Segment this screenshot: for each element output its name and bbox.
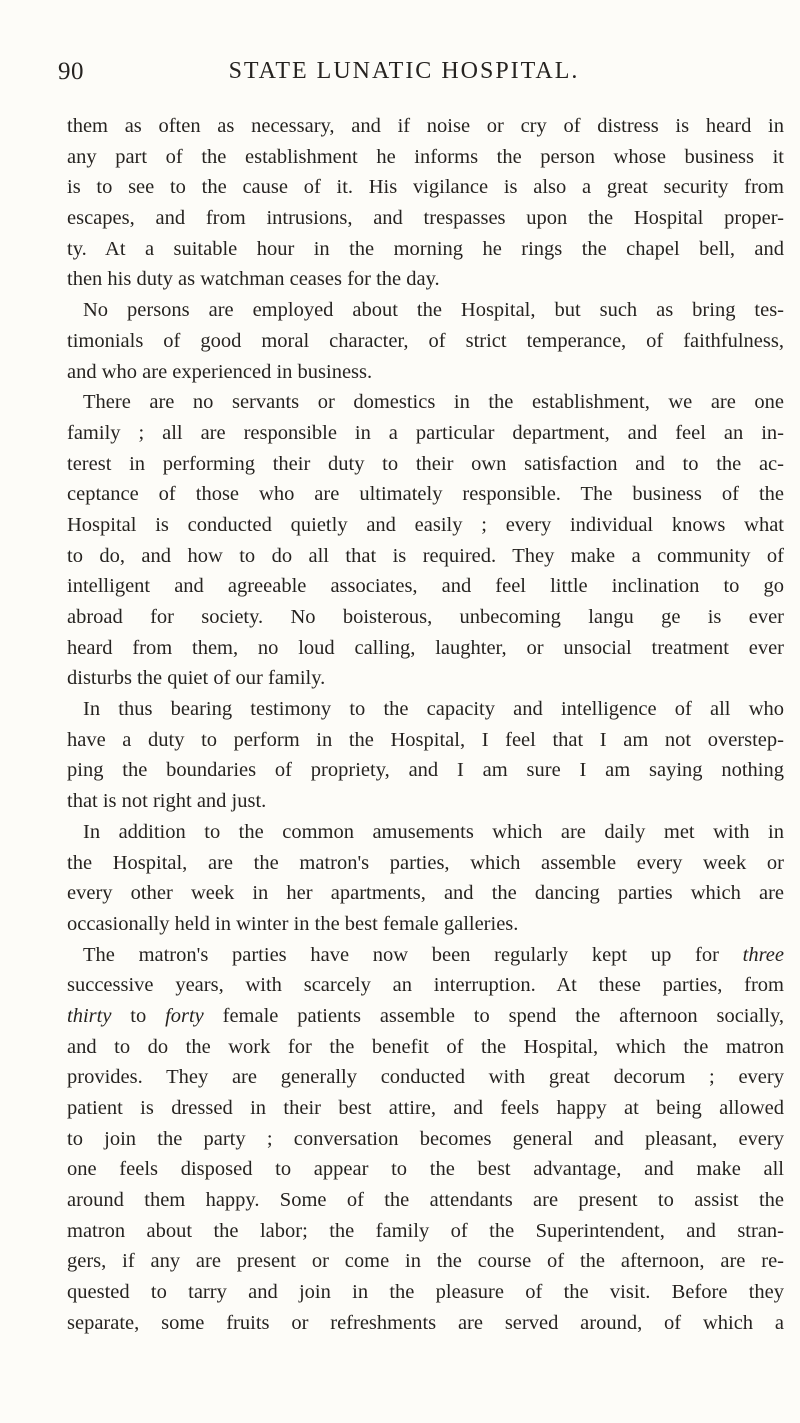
text-line: then his duty as watchman ceases for the day. — [67, 268, 440, 291]
text-line: every other week in her apartments, and the dancing parties which are — [67, 882, 784, 905]
text-line: escapes, and from intrusions, and trespasses upon the Hospital proper- — [67, 207, 784, 230]
text-line: successive years, with scarcely an interruption. At these parties, from — [67, 974, 784, 997]
text-line: to join the party ; conversation becomes general and pleasant, every — [67, 1127, 784, 1150]
text-fragment: The matron's parties have now been regularly kept up for — [83, 943, 719, 966]
body-text — [67, 111, 784, 1339]
text-line: No persons are employed about the Hospital, but such as bring tes- — [83, 299, 784, 322]
page-header — [58, 58, 720, 90]
text-line: In thus bearing testimony to the capacity and intelligence of all who — [83, 698, 784, 721]
text-line: and who are experienced in business. — [67, 360, 373, 383]
text-line: have a duty to perform in the Hospital, I feel that I am not overstep- — [67, 728, 784, 751]
text-line: ping the boundaries of propriety, and I am sure I am saying nothing — [67, 759, 784, 782]
text-line: is to see to the cause of it. His vigilance is also a great security from — [67, 176, 784, 199]
text-line: In addition to the common amusements which are daily met with in — [83, 820, 784, 843]
running-head: STATE LUNATIC HOSPITAL. — [228, 58, 580, 84]
text-line: the Hospital, are the matron's parties, which assemble every week or — [67, 851, 784, 874]
text-line: to do, and how to do all that is required. They make a community of — [67, 544, 784, 567]
text-line: intelligent and agreeable associates, and feel little inclination to go — [67, 575, 784, 598]
text-line: terest in performing their duty to their own satisfaction and to the ac- — [67, 452, 784, 475]
text-line: provides. They are generally conducted with great decorum ; every — [67, 1066, 784, 1089]
text-line: ty. At a suitable hour in the morning he rings the chapel bell, and — [67, 237, 784, 260]
text-line: gers, if any are present or come in the course of the afternoon, are re- — [67, 1250, 784, 1273]
text-line: heard from them, no loud calling, laughter, or unsocial treatment ever — [67, 636, 784, 659]
text-fragment: to — [130, 1004, 147, 1027]
text-line: disturbs the quiet of our family. — [67, 667, 326, 690]
text-line: ceptance of those who are ultimately responsible. The business of the — [67, 483, 784, 506]
italic-word: three — [742, 943, 784, 966]
text-line: and to do the work for the benefit of the Hospital, which the matron — [67, 1035, 784, 1058]
text-line: them as often as necessary, and if noise or cry of distress is heard in — [67, 115, 784, 137]
text-fragment: female patients assemble to spend the afternoon socially, — [222, 1004, 785, 1027]
text-line: separate, some fruits or refreshments are served around, of which a — [67, 1311, 784, 1334]
text-line: patient is dressed in their best attire, and feels happy at being allowed — [67, 1097, 784, 1119]
italic-word: forty — [165, 1004, 204, 1027]
text-line: family ; all are responsible in a particular department, and feel an in- — [67, 421, 784, 444]
text-line: that is not right and just. — [67, 790, 267, 813]
page-number: 90 — [58, 58, 84, 85]
text-line: one feels disposed to appear to the best advantage, and make all — [67, 1158, 784, 1181]
text-line: any part of the establishment he informs the person whose business it — [67, 145, 784, 168]
italic-word: thirty — [67, 1004, 112, 1027]
text-line: Hospital is conducted quietly and easily ; every individual knows what — [67, 513, 784, 536]
text-line: quested to tarry and join in the pleasure of the visit. Before they — [67, 1281, 784, 1304]
text-line — [67, 1001, 784, 1032]
text-line: There are no servants or domestics in the establishment, we are one — [83, 391, 784, 414]
text-line: abroad for society. No boisterous, unbecoming langu ge is ever — [67, 606, 784, 628]
text-line: timonials of good moral character, of strict temperance, of faithfulness, — [67, 329, 784, 352]
text-line: occasionally held in winter in the best female galleries. — [67, 912, 519, 935]
text-line: around them happy. Some of the attendants are present to assist the — [67, 1189, 784, 1212]
text-line: matron about the labor; the family of the Superintendent, and stran- — [67, 1219, 784, 1242]
text-line — [67, 940, 784, 971]
